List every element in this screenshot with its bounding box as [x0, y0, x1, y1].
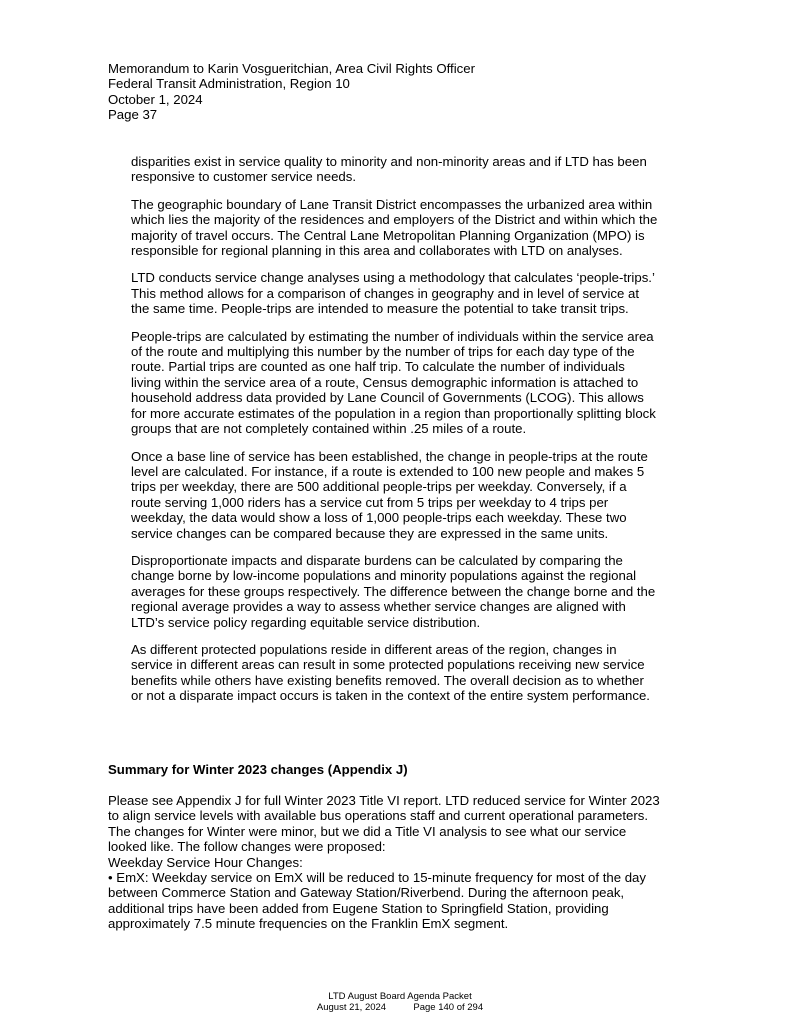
footer-date: August 21, 2024: [316, 1002, 387, 1013]
body-paragraph: [131, 642, 657, 704]
header-line: Page 37: [108, 107, 158, 123]
summary-line: • EmX: Weekday service on EmX will be reduced to 15-minute frequency for most of the day: [108, 870, 646, 886]
header-line: Memorandum to Karin Vosgueritchian, Area Civil Rights Officer: [108, 61, 475, 76]
summary-line: approximately 7.5 minute frequencies on the Franklin EmX segment.: [108, 916, 509, 932]
paragraph-line: regional average provides a way to assess whether service changes are aligned with: [131, 599, 626, 615]
paragraph-line: change borne by low-income populations and minority populations against the regional: [131, 568, 637, 584]
header-line: Federal Transit Administration, Region 10: [108, 76, 350, 92]
summary-line: Weekday Service Hour Changes:: [108, 854, 303, 870]
paragraph-line: disparities exist in service quality to minority and non-minority areas and if LTD has been: [131, 154, 647, 169]
summary-line: to align service levels with available bus operations staff and current operational parameters.: [108, 808, 649, 824]
body-paragraph: [131, 553, 657, 630]
body-text: [131, 154, 657, 716]
body-paragraph: [131, 329, 657, 437]
section-heading: [108, 762, 408, 777]
body-paragraph: [131, 154, 657, 185]
paragraph-line: weekday, the data would show a loss of 1,000 people-trips each weekday. These two: [131, 510, 627, 526]
body-paragraph: [131, 270, 657, 316]
footer-page: Page 140 of 294: [413, 1002, 484, 1013]
body-paragraph: [131, 449, 657, 541]
paragraph-line: of the route and multiplying this number by the number of trips for each day type of the: [131, 344, 635, 360]
footer-title: LTD August Board Agenda Packet: [328, 991, 472, 1002]
paragraph-line: Once a base line of service has been established, the change in people-trips at the route: [131, 448, 648, 464]
paragraph-line: level are calculated. For instance, if a route is extended to 100 new people and makes 5: [131, 463, 645, 479]
paragraph-line: averages for these groups respectively. The difference between the change borne and the: [131, 583, 656, 599]
paragraph-line: groups that are not completely contained within .25 miles of a route.: [131, 421, 527, 437]
paragraph-line: which lies the majority of the residences and employers of the District and within which the: [131, 212, 658, 228]
paragraph-line: service in different areas can result in some protected populations receiving new service: [131, 657, 645, 673]
paragraph-line: LTD conducts service change analyses using a methodology that calculates ‘people-trips.’: [131, 270, 655, 286]
summary-paragraph: [108, 793, 660, 932]
paragraph-line: household address data provided by Lane Council of Governments (LCOG). This allows: [131, 390, 644, 406]
paragraph-line: responsive to customer service needs.: [131, 169, 357, 185]
page-footer: [0, 991, 800, 1013]
summary-line: The changes for Winter were minor, but we did a Title VI analysis to see what our service: [108, 823, 627, 839]
summary-line: Please see Appendix J for full Winter 2023 Title VI report. LTD reduced service for Winter 2023: [108, 793, 660, 808]
paragraph-line: As different protected populations reside in different areas of the region, changes in: [131, 641, 617, 657]
summary-line: additional trips have been added from Eugene Station to Springfield Station, providing: [108, 900, 609, 916]
section-heading-text: Summary for Winter 2023 changes (Appendix J): [108, 762, 408, 777]
paragraph-line: LTD’s service policy regarding equitable service distribution.: [131, 614, 481, 630]
paragraph-line: route serving 1,000 riders has a service cut from 5 trips per weekday to 4 trips per: [131, 494, 609, 510]
paragraph-line: service changes can be compared because they are expressed in the same units.: [131, 525, 609, 541]
memo-header: [108, 61, 475, 123]
paragraph-line: benefits while others have existing benefits removed. The overall decision as to whether: [131, 672, 644, 688]
header-line: October 1, 2024: [108, 91, 203, 107]
paragraph-line: the same time. People-trips are intended to measure the potential to take transit trips.: [131, 301, 629, 317]
summary-line: between Commerce Station and Gateway Station/Riverbend. During the afternoon peak,: [108, 885, 625, 901]
paragraph-line: for more accurate estimates of the population in a region than proportionally splitting block: [131, 405, 656, 421]
body-paragraph: [131, 197, 657, 259]
paragraph-line: route. Partial trips are counted as one half trip. To calculate the number of individuals: [131, 359, 625, 375]
paragraph-line: or not a disparate impact occurs is taken in the context of the entire system performance.: [131, 688, 650, 704]
paragraph-line: People-trips are calculated by estimating the number of individuals within the service area: [131, 328, 654, 344]
paragraph-line: trips per weekday, there are 500 additional people-trips per weekday. Conversely, if a: [131, 479, 627, 495]
summary-line: looked like. The follow changes were proposed:: [108, 839, 386, 855]
paragraph-line: This method allows for a comparison of changes in geography and in level of service at: [131, 285, 639, 301]
paragraph-line: Disproportionate impacts and disparate burdens can be calculated by comparing the: [131, 552, 623, 568]
paragraph-line: responsible for regional planning in this area and collaborates with LTD on analyses.: [131, 243, 623, 259]
paragraph-line: majority of travel occurs. The Central Lane Metropolitan Planning Organization (MPO) is: [131, 227, 645, 243]
paragraph-line: The geographic boundary of Lane Transit District encompasses the urbanized area within: [131, 196, 653, 212]
paragraph-line: living within the service area of a route, Census demographic information is attached to: [131, 374, 639, 390]
